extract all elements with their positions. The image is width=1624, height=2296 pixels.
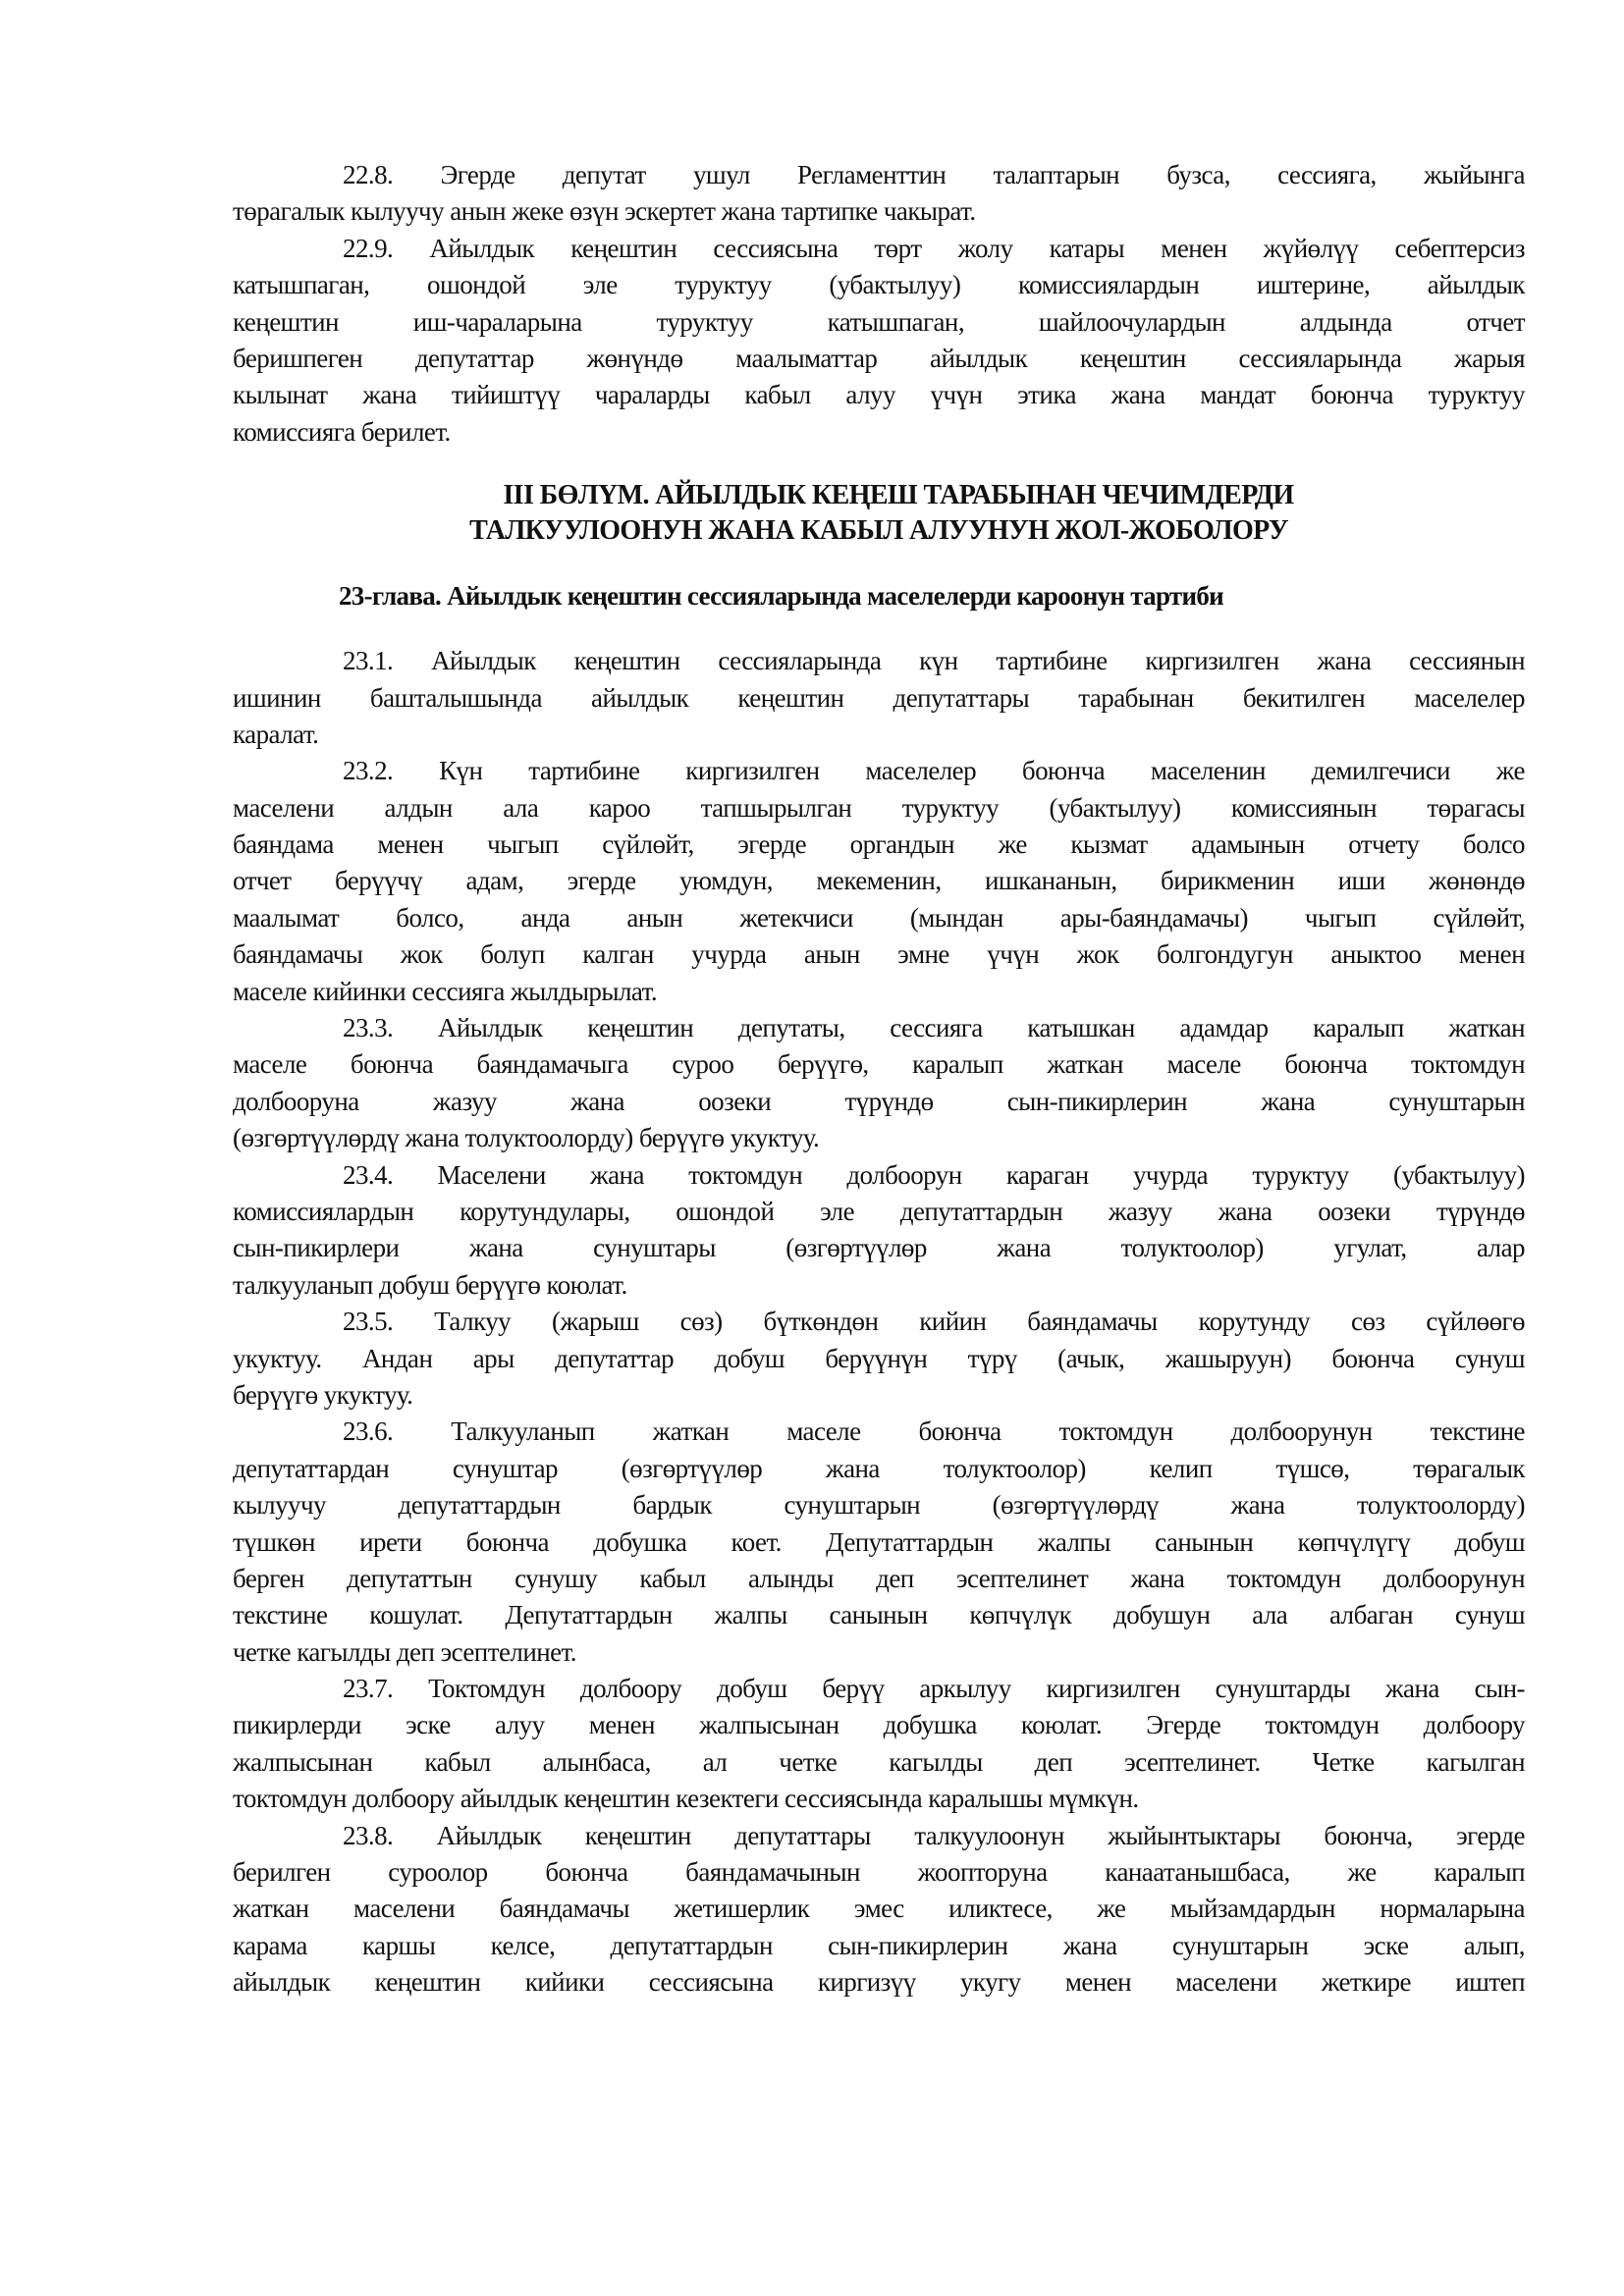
- section-title: [233, 478, 1525, 549]
- text-line: ишинин башталышында айылдык кеңештин депутаттары тарабынан бекитилген маселелер: [233, 682, 1525, 713]
- text-line: 23.3. Айылдык кеңештин депутаты, сессияга катышкан адамдар каралып жаткан: [343, 1013, 1525, 1043]
- paragraph-23-5: [233, 1304, 1525, 1414]
- text-line: комиссиялардын корутундулары, ошондой эле депутаттардын жазуу жана оозеки түрүндө: [233, 1196, 1525, 1226]
- text-line: маселени алдын ала кароо тапшырылган туруктуу (убактылуу) комиссиянын төрагасы: [233, 792, 1525, 823]
- text-line: отчет берүүчү адам, эгерде уюмдун, мекеменин, ишкананын, бирикменин иши жөнөндө: [233, 866, 1525, 896]
- paragraph-23-1: [233, 643, 1525, 753]
- text-line: 23.1. Айылдык кеңештин сессияларында күн тартибине киргизилген жана сессиянын: [343, 646, 1525, 676]
- paragraph-23-4: [233, 1157, 1525, 1305]
- text-line: 23.4. Маселени жана токтомдун долбоорун караган учурда туруктуу (убактылуу): [343, 1159, 1525, 1190]
- text-line: долбооруна жазуу жана оозеки түрүндө сын-пикирлерин жана сунуштарын: [233, 1086, 1525, 1116]
- text-line: катышпаган, ошондой эле туруктуу (убактылуу) комиссиялардын иштерине, айылдык: [233, 270, 1525, 300]
- paragraph-23-3: [233, 1010, 1525, 1157]
- text-line: кеңештин иш-чараларына туруктуу катышпаган, шайлоочулардын алдында отчет: [233, 306, 1525, 337]
- text-line: 23.6. Талкууланып жаткан маселе боюнча токтомдун долбоорунун текстине: [343, 1416, 1525, 1447]
- text-line: беришпеген депутаттар жөнүндө маалыматтар айылдык кеңештин сессияларында жарыя: [233, 343, 1525, 373]
- section-title-line-2: ТАЛКУУЛООНУН ЖАНА КАБЫЛ АЛУУНУН ЖОЛ-ЖОБОЛОРУ: [469, 515, 1288, 547]
- text-line: кылуучу депутаттардын бардык сунуштарын (өзгөртүүлөрдү жана толуктоолорду): [233, 1490, 1525, 1521]
- text-line: берилген суроолор боюнча баяндамачынын жоопторуна канаатанышбаса, же каралып: [233, 1857, 1525, 1888]
- section-title-line-1: III БӨЛҮМ. АЙЫЛДЫК КЕҢЕШ ТАРАБЫНАН ЧЕЧИМДЕРДИ: [503, 480, 1294, 511]
- text-line: берген депутаттын сунушу кабыл алынды деп эсептелинет жана токтомдун долбоорунун: [233, 1563, 1525, 1593]
- text-line: сын-пикирлери жана сунуштары (өзгөртүүлөр жана толуктоолор) угулат, алар: [233, 1233, 1525, 1263]
- paragraph-23-8: [233, 1818, 1525, 2002]
- text-line: (өзгөртүүлөрдү жана толуктоолорду) берүүгө укуктуу.: [233, 1123, 820, 1153]
- paragraph-23-6: [233, 1414, 1525, 1671]
- paragraph-22-9: [233, 231, 1525, 451]
- text-line: кылынат жана тийиштүү чараларды кабыл алуу үчүн этика жана мандат боюнча туруктуу: [233, 380, 1525, 410]
- text-line: токтомдун долбоору айылдык кеңештин кезектеги сессиясында каралышы мүмкүн.: [233, 1784, 1139, 1814]
- text-line: 22.8. Эгерде депутат ушул Регламенттин талаптарын бузса, сессияга, жыйынга: [343, 160, 1525, 189]
- text-line: баяндама менен чыгып сүйлөйт, эгерде органдын же кызмат адамынын отчету болсо: [233, 829, 1525, 860]
- text-line: четке кагылды деп эсептелинет.: [233, 1636, 576, 1667]
- text-line: 23.5. Талкуу (жарыш сөз) бүткөндөн кийин баяндамачы корутунду сөз сүйлөөгө: [343, 1307, 1525, 1337]
- paragraph-23-7: [233, 1671, 1525, 1818]
- text-line: карама каршы келсе, депутаттардын сын-пикирлерин жана сунуштарын эске алып,: [233, 1930, 1525, 1960]
- text-line: маалымат болсо, анда анын жетекчиси (мындан ары-баяндамачы) чыгып сүйлөйт,: [233, 902, 1525, 933]
- text-line: түшкөн ирети боюнча добушка коет. Депутаттардын жалпы санынын көпчүлүгү добуш: [233, 1526, 1525, 1557]
- paragraph-23-2: [233, 753, 1525, 1010]
- text-line: пикирлерди эске алуу менен жалпысынан добушка коюлат. Эгерде токтомдун долбоору: [233, 1710, 1525, 1740]
- text-line: жаткан маселени баяндамачы жетишерлик эмес иликтесе, же мыйзамдардын нормаларына: [233, 1894, 1525, 1924]
- text-line: укуктуу. Андан ары депутаттар добуш берүүнүн түрү (ачык, жашыруун) боюнча сунуш: [233, 1343, 1525, 1373]
- text-line: берүүгө укуктуу.: [233, 1379, 413, 1410]
- chapter-title: 23-глава. Айылдык кеңештин сессияларында маселелерди кароонун тартиби: [339, 581, 1223, 612]
- text-line: текстине кошулат. Депутаттардын жалпы санынын көпчүлүк добушун ала албаган сунуш: [233, 1600, 1525, 1630]
- text-line: 23.2. Күн тартибине киргизилген маселелер боюнча маселенин демилгечиси же: [343, 756, 1525, 786]
- text-line: депутаттардан сунуштар (өзгөртүүлөр жана толуктоолор) келип түшсө, төрагалык: [233, 1453, 1525, 1483]
- text-line: маселе боюнча баяндамачыга суроо берүүгө, каралып жаткан маселе боюнча токтомдун: [233, 1049, 1525, 1080]
- text-line: маселе кийинки сессияга жылдырылат.: [233, 976, 658, 1006]
- text-line: талкууланып добуш берүүгө коюлат.: [233, 1269, 627, 1300]
- text-line: баяндамачы жок болуп калган учурда анын эмне үчүн жок болгондугун аныктоо менен: [233, 939, 1525, 970]
- text-line: 22.9. Айылдык кеңештин сессиясына төрт жолу катары менен жүйөлүү себептерсиз: [343, 233, 1525, 263]
- text-line: комиссияга берилет.: [233, 416, 451, 447]
- text-line: жалпысынан кабыл алынбаса, ал четке кагылды деп эсептелинет. Четке кагылган: [233, 1746, 1525, 1777]
- paragraph-22-8: [233, 157, 1525, 231]
- text-line: төрагалык кылуучу анын жеке өзүн эскертет жана тартипке чакырат.: [233, 196, 976, 227]
- text-line: 23.8. Айылдык кеңештин депутаттары талкуулоонун жыйынтыктары боюнча, эгерде: [343, 1820, 1525, 1850]
- document-page: [233, 157, 1525, 2002]
- text-line: 23.7. Токтомдун долбоору добуш берүү аркылуу киргизилген сунуштарды жана сын-: [343, 1674, 1525, 1704]
- text-line: айылдык кеңештин кийики сессиясына киргизүү укугу менен маселени жеткире иштеп: [233, 1967, 1525, 1998]
- text-line: каралат.: [233, 719, 319, 749]
